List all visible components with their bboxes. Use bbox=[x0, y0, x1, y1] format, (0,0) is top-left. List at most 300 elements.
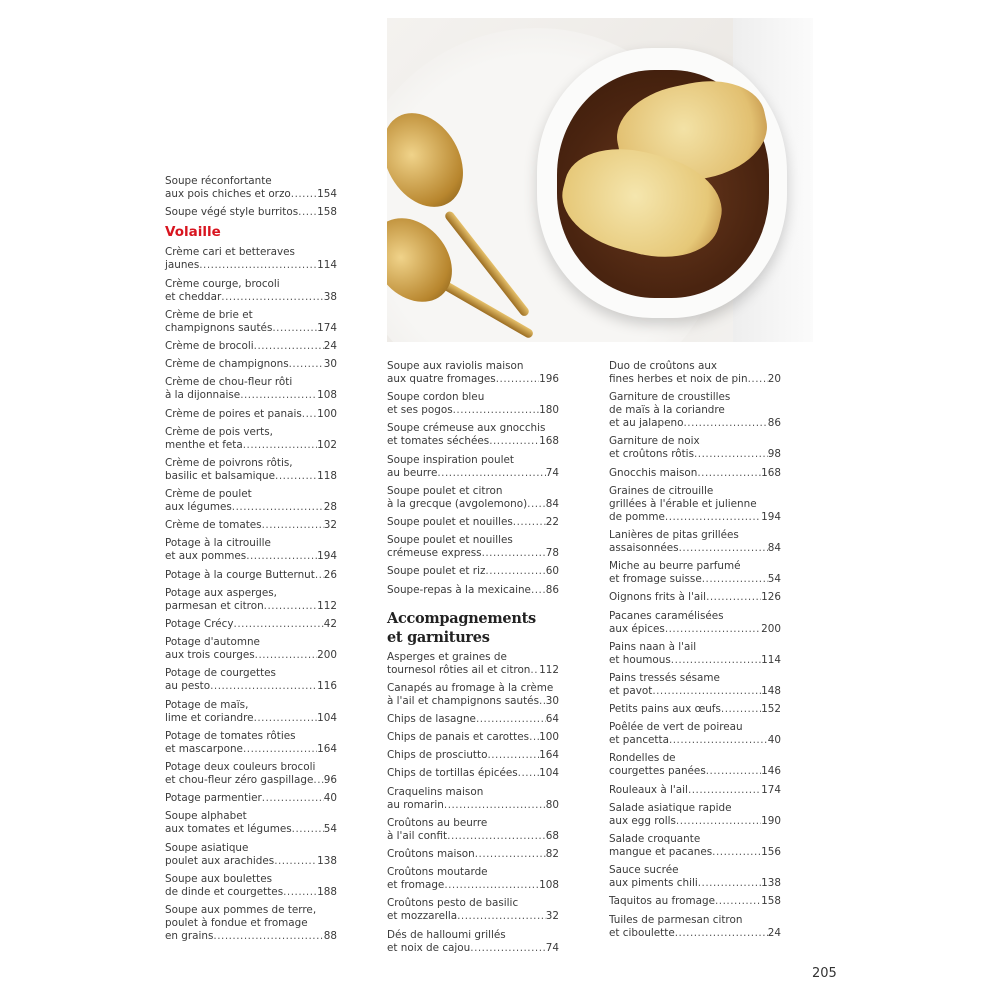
dot-leader bbox=[518, 767, 540, 780]
index-entry bbox=[165, 569, 337, 582]
page-ref: 100 bbox=[539, 731, 559, 744]
entry-title: Soupe poulet et riz bbox=[387, 565, 486, 578]
entry-title: Soupe végé style burritos bbox=[165, 206, 299, 219]
entry-title: Soupe-repas à la mexicaine bbox=[387, 583, 531, 596]
page-ref: 168 bbox=[761, 466, 781, 479]
page-ref: 168 bbox=[539, 435, 559, 448]
entry-title: parmesan et citron bbox=[165, 599, 264, 612]
entry-last-line bbox=[165, 774, 337, 787]
index-entry bbox=[165, 873, 337, 899]
index-entry bbox=[387, 767, 559, 780]
index-entry bbox=[387, 454, 559, 480]
entry-title: basilic et balsamique bbox=[165, 469, 276, 482]
dot-leader bbox=[453, 404, 540, 417]
dot-leader bbox=[234, 618, 324, 631]
entry-last-line bbox=[609, 623, 781, 636]
dot-leader bbox=[676, 815, 761, 828]
entry-title-line: Asperges et graines de bbox=[387, 650, 507, 663]
entry-title-line: Garniture de croustilles bbox=[609, 391, 731, 404]
index-entry bbox=[165, 309, 337, 335]
entry-last-line bbox=[387, 584, 559, 597]
entry-title: jaunes bbox=[165, 259, 200, 272]
index-entry bbox=[609, 391, 781, 430]
entry-title: Petits pains aux œufs bbox=[609, 703, 721, 716]
entry-last-line bbox=[609, 846, 781, 859]
entry-title: Chips de panais et carottes bbox=[387, 731, 530, 744]
page-ref: 32 bbox=[323, 519, 337, 532]
entry-last-line bbox=[387, 565, 559, 578]
page-ref: 74 bbox=[545, 941, 559, 954]
page-ref: 78 bbox=[545, 547, 559, 560]
index-entry bbox=[165, 667, 337, 693]
entry-last-line bbox=[387, 879, 559, 892]
dot-leader bbox=[264, 600, 317, 613]
page-ref: 118 bbox=[317, 469, 337, 482]
entry-title: et fromage bbox=[387, 879, 445, 892]
index-entry bbox=[165, 618, 337, 631]
dot-leader bbox=[243, 743, 317, 756]
entry-last-line bbox=[609, 927, 781, 940]
index-entry bbox=[387, 584, 559, 597]
entry-last-line bbox=[165, 618, 337, 631]
section-heading-accompagnements bbox=[387, 609, 559, 647]
entry-title: crémeuse express bbox=[387, 547, 482, 560]
entry-last-line bbox=[609, 877, 781, 890]
index-entry bbox=[165, 426, 337, 452]
entry-title: poulet aux arachides bbox=[165, 854, 275, 867]
entry-title: aux épices bbox=[609, 622, 665, 635]
page-ref: 188 bbox=[317, 885, 337, 898]
index-entry bbox=[387, 391, 559, 417]
page-ref: 60 bbox=[545, 565, 559, 578]
page-ref: 64 bbox=[545, 712, 559, 725]
entry-title-line: Rondelles de bbox=[609, 752, 676, 765]
entry-title: champignons sautés bbox=[165, 321, 273, 334]
index-entry bbox=[165, 730, 337, 756]
index-entry bbox=[387, 651, 559, 677]
entry-last-line bbox=[165, 886, 337, 899]
page-ref: 98 bbox=[767, 448, 781, 461]
index-entry bbox=[165, 761, 337, 787]
dot-leader bbox=[255, 649, 318, 662]
index-entry bbox=[609, 360, 781, 386]
entry-title: Potage parmentier bbox=[165, 792, 262, 805]
entry-title-line: Crème de pois verts, bbox=[165, 425, 273, 438]
entry-title: mangue et pacanes bbox=[609, 846, 713, 858]
page-ref: 158 bbox=[317, 206, 337, 219]
entry-title: et ciboulette bbox=[609, 926, 675, 939]
entry-title: aux egg rolls bbox=[609, 814, 676, 827]
entry-last-line bbox=[165, 358, 337, 371]
dot-leader bbox=[246, 550, 317, 563]
page-ref: 200 bbox=[317, 649, 337, 662]
entry-title: lime et coriandre bbox=[165, 711, 254, 724]
page-ref: 174 bbox=[317, 321, 337, 334]
page-ref: 114 bbox=[761, 653, 781, 666]
index-entry bbox=[387, 360, 559, 386]
entry-last-line bbox=[609, 591, 781, 604]
index-entry bbox=[165, 810, 337, 836]
entry-title: et aux pommes bbox=[165, 550, 247, 563]
index-entry bbox=[165, 587, 337, 613]
entry-title-line: Potage deux couleurs brocoli bbox=[165, 760, 316, 773]
dot-leader bbox=[291, 188, 317, 201]
entry-last-line bbox=[165, 340, 337, 353]
entry-last-line bbox=[387, 547, 559, 560]
entry-title: aux quatre fromages bbox=[387, 373, 496, 385]
dot-leader bbox=[529, 731, 539, 744]
dot-leader bbox=[487, 749, 539, 762]
dot-leader bbox=[665, 623, 761, 636]
entry-title-line: Croûtons pesto de basilic bbox=[387, 897, 519, 910]
index-entry bbox=[609, 467, 781, 480]
page-ref: 24 bbox=[767, 926, 781, 939]
entry-title: en grains bbox=[165, 929, 214, 942]
dot-leader bbox=[721, 703, 761, 716]
entry-title-line: Graines de citrouille bbox=[609, 484, 714, 497]
dot-leader bbox=[531, 584, 546, 597]
entry-title-line: Soupe cordon bleu bbox=[387, 391, 485, 404]
entry-last-line bbox=[609, 654, 781, 667]
page-ref: 146 bbox=[761, 765, 781, 778]
entry-title: Chips de lasagne bbox=[387, 712, 476, 725]
page-ref: 126 bbox=[761, 591, 781, 604]
entry-title: Crème de champignons bbox=[165, 358, 289, 371]
entry-last-line bbox=[165, 792, 337, 805]
entry-last-line bbox=[609, 703, 781, 716]
index-entry bbox=[165, 537, 337, 563]
entry-title-line: Salade asiatique rapide bbox=[609, 801, 732, 814]
page-ref: 38 bbox=[323, 290, 337, 303]
dot-leader bbox=[444, 799, 546, 812]
entry-last-line bbox=[609, 815, 781, 828]
index-entry bbox=[165, 488, 337, 514]
entry-last-line bbox=[387, 713, 559, 726]
entry-last-line bbox=[609, 542, 781, 555]
index-entry bbox=[387, 866, 559, 892]
entry-last-line bbox=[387, 848, 559, 861]
entry-last-line bbox=[609, 734, 781, 747]
dot-leader bbox=[688, 784, 761, 797]
entry-last-line bbox=[609, 685, 781, 698]
entry-title-line: Soupe poulet et citron bbox=[387, 484, 503, 497]
entry-last-line bbox=[609, 895, 781, 908]
entry-last-line bbox=[165, 322, 337, 335]
index-entry bbox=[165, 636, 337, 662]
entry-title-line: Garniture de noix bbox=[609, 435, 700, 448]
dot-leader bbox=[289, 358, 324, 371]
entry-title-line: Soupe réconfortante bbox=[165, 175, 272, 187]
dot-leader bbox=[292, 823, 324, 836]
page-ref: 22 bbox=[545, 515, 559, 528]
entry-title-line: Crème de poulet bbox=[165, 488, 252, 501]
page-ref: 20 bbox=[767, 373, 781, 385]
dot-leader bbox=[302, 408, 317, 421]
dot-leader bbox=[298, 206, 317, 219]
dot-leader bbox=[313, 774, 323, 787]
index-entry bbox=[387, 929, 559, 955]
dot-leader bbox=[476, 713, 546, 726]
entry-last-line bbox=[165, 389, 337, 402]
entry-last-line bbox=[165, 470, 337, 483]
entry-title-line: Potage aux asperges, bbox=[165, 586, 277, 599]
entry-title: et chou-fleur zéro gaspillage bbox=[165, 773, 314, 786]
index-entry bbox=[387, 534, 559, 560]
entry-title-line: Dés de halloumi grillés bbox=[387, 928, 506, 941]
index-entry bbox=[387, 786, 559, 812]
page-ref: 96 bbox=[323, 773, 337, 786]
entry-last-line bbox=[387, 467, 559, 480]
index-entry bbox=[387, 731, 559, 744]
entry-title: courgettes panées bbox=[609, 765, 706, 778]
index-entry bbox=[609, 529, 781, 555]
index-column-3 bbox=[609, 360, 781, 945]
entry-title-line: Salade croquante bbox=[609, 833, 701, 845]
entry-title: et houmous bbox=[609, 653, 671, 666]
entry-title-line: Craquelins maison bbox=[387, 785, 484, 798]
entry-title: Soupe poulet et nouilles bbox=[387, 515, 513, 528]
page-ref: 82 bbox=[545, 848, 559, 860]
entry-title: Crème de tomates bbox=[165, 519, 262, 532]
entry-title: de pomme bbox=[609, 510, 665, 523]
entry-title-line: Soupe asiatique bbox=[165, 841, 249, 854]
entry-title: et noix de cajou bbox=[387, 941, 471, 954]
entry-last-line bbox=[387, 830, 559, 843]
dot-leader bbox=[240, 389, 317, 402]
dot-leader bbox=[254, 712, 318, 725]
entry-last-line bbox=[165, 291, 337, 304]
entry-title: à l'ail confit bbox=[387, 829, 448, 842]
entry-last-line bbox=[165, 439, 337, 452]
dot-leader bbox=[706, 591, 761, 604]
entry-title: à la dijonnaise bbox=[165, 389, 241, 402]
entry-last-line bbox=[387, 373, 559, 386]
index-entry bbox=[609, 721, 781, 747]
entry-title-line: Potage de tomates rôties bbox=[165, 729, 296, 742]
dot-leader bbox=[254, 340, 324, 353]
dot-leader bbox=[437, 467, 545, 480]
page-ref: 158 bbox=[761, 895, 781, 908]
entry-title: et croûtons rôtis bbox=[609, 448, 694, 461]
index-entry bbox=[387, 565, 559, 578]
index-entry bbox=[609, 802, 781, 828]
entry-title: aux tomates et légumes bbox=[165, 823, 292, 836]
page-ref: 104 bbox=[539, 767, 559, 780]
index-entry bbox=[165, 340, 337, 353]
dot-leader bbox=[715, 895, 761, 908]
index-entry bbox=[609, 752, 781, 778]
entry-last-line bbox=[165, 550, 337, 563]
entry-last-line bbox=[609, 765, 781, 778]
page-ref: 40 bbox=[767, 734, 781, 747]
entry-title-line: Crème de brie et bbox=[165, 308, 253, 321]
page-ref: 30 bbox=[323, 358, 337, 371]
entry-title: et pavot bbox=[609, 684, 653, 697]
page-ref: 86 bbox=[767, 417, 781, 430]
index-entry bbox=[609, 914, 781, 940]
dot-leader bbox=[457, 910, 546, 923]
entry-last-line bbox=[165, 188, 337, 201]
dot-leader bbox=[470, 942, 546, 955]
entry-title: au pesto bbox=[165, 680, 211, 693]
dot-leader bbox=[748, 373, 768, 386]
index-entry bbox=[165, 842, 337, 868]
page-ref: 100 bbox=[317, 407, 337, 420]
dot-leader bbox=[712, 846, 761, 859]
entry-last-line bbox=[165, 519, 337, 532]
index-entry bbox=[165, 376, 337, 402]
entry-last-line bbox=[165, 259, 337, 272]
entry-title: au romarin bbox=[387, 798, 444, 811]
page-ref: 30 bbox=[545, 694, 559, 707]
dot-leader bbox=[697, 467, 761, 480]
dot-leader bbox=[527, 498, 546, 511]
index-entry bbox=[165, 175, 337, 201]
heading-line: Accompagnements bbox=[387, 609, 536, 627]
page-ref: 42 bbox=[323, 618, 337, 630]
entry-title: Rouleaux à l'ail bbox=[609, 783, 688, 796]
page-ref: 108 bbox=[317, 389, 337, 402]
entry-title-line: Pains tressés sésame bbox=[609, 671, 720, 684]
entry-title: et au jalapeno bbox=[609, 417, 684, 430]
entry-title-line: Soupe crémeuse aux gnocchis bbox=[387, 422, 546, 435]
entry-title-line: Croûtons moutarde bbox=[387, 866, 488, 879]
dot-leader bbox=[283, 886, 317, 899]
entry-last-line bbox=[165, 743, 337, 756]
dot-leader bbox=[694, 448, 768, 461]
entry-title-line: Crème cari et betteraves bbox=[165, 246, 295, 259]
entry-last-line bbox=[609, 448, 781, 461]
entry-title: et ses pogos bbox=[387, 404, 453, 417]
entry-last-line bbox=[165, 823, 337, 836]
dot-leader bbox=[210, 680, 317, 693]
entry-last-line bbox=[609, 511, 781, 524]
entry-title-line: Tuiles de parmesan citron bbox=[609, 913, 743, 926]
entry-title-line: Pains naan à l'ail bbox=[609, 640, 697, 653]
entry-title: Crème de brocoli bbox=[165, 339, 254, 352]
entry-last-line bbox=[165, 649, 337, 662]
index-column-2 bbox=[387, 360, 559, 960]
page-ref: 54 bbox=[767, 573, 781, 586]
dot-leader bbox=[262, 519, 324, 532]
entry-title-line: Soupe inspiration poulet bbox=[387, 453, 514, 466]
index-entry bbox=[165, 904, 337, 943]
entry-last-line bbox=[387, 942, 559, 955]
index-entry bbox=[387, 682, 559, 708]
page-ref: 86 bbox=[545, 583, 559, 596]
entry-title: Potage à la courge Butternut bbox=[165, 568, 315, 581]
index-entry bbox=[165, 699, 337, 725]
entry-last-line bbox=[387, 910, 559, 923]
entry-title: Gnocchis maison bbox=[609, 466, 698, 479]
index-entry bbox=[165, 792, 337, 805]
entry-last-line bbox=[387, 767, 559, 780]
entry-title: tournesol rôties ail et citron bbox=[387, 663, 531, 676]
entry-title-line: Croûtons au beurre bbox=[387, 816, 488, 829]
entry-title: aux trois courges bbox=[165, 649, 255, 662]
entry-title-line: Potage à la citrouille bbox=[165, 537, 271, 550]
entry-last-line bbox=[165, 600, 337, 613]
dot-leader bbox=[671, 654, 761, 667]
entry-last-line bbox=[387, 695, 559, 708]
page-ref: 54 bbox=[323, 823, 337, 836]
page-ref: 84 bbox=[767, 541, 781, 554]
dot-leader bbox=[669, 734, 768, 747]
entry-last-line bbox=[609, 784, 781, 797]
entry-title: à la grecque (avgolemono) bbox=[387, 497, 528, 510]
entry-last-line bbox=[165, 680, 337, 693]
entry-title: et tomates séchées bbox=[387, 435, 490, 448]
index-entry bbox=[387, 516, 559, 529]
entry-title-line: Canapés au fromage à la crème bbox=[387, 681, 554, 694]
entry-title: Taquitos au fromage bbox=[609, 895, 715, 908]
dot-leader bbox=[489, 435, 539, 448]
dot-leader bbox=[683, 417, 767, 430]
entry-title-line: Poêlée de vert de poireau bbox=[609, 721, 743, 734]
entry-title-line: Soupe alphabet bbox=[165, 810, 247, 823]
page-ref: 114 bbox=[317, 259, 337, 272]
index-entry bbox=[387, 848, 559, 861]
page-ref: 190 bbox=[761, 814, 781, 827]
page-ref: 164 bbox=[539, 749, 559, 762]
page-ref: 154 bbox=[317, 188, 337, 200]
page-ref: 112 bbox=[539, 663, 559, 676]
index-entry bbox=[165, 358, 337, 371]
entry-title-line: Soupe poulet et nouilles bbox=[387, 534, 513, 547]
entry-last-line bbox=[165, 712, 337, 725]
entry-title: et mozzarella bbox=[387, 910, 458, 923]
page-ref: 164 bbox=[317, 742, 337, 755]
entry-last-line bbox=[609, 417, 781, 430]
entry-title: Potage Crécy bbox=[165, 618, 234, 630]
page-ref: 156 bbox=[761, 846, 781, 858]
entry-title: et pancetta bbox=[609, 734, 669, 747]
dot-leader bbox=[698, 877, 761, 890]
entry-title-line: poulet à fondue et fromage bbox=[165, 916, 308, 929]
entry-last-line bbox=[165, 501, 337, 514]
page-ref: 104 bbox=[317, 711, 337, 724]
page-ref: 194 bbox=[317, 550, 337, 563]
dot-leader bbox=[679, 542, 768, 555]
entry-last-line bbox=[387, 749, 559, 762]
entry-title: fines herbes et noix de pin bbox=[609, 373, 748, 385]
dot-leader bbox=[475, 848, 546, 861]
index-entry bbox=[165, 519, 337, 532]
dot-leader bbox=[221, 291, 323, 304]
page-ref: 84 bbox=[545, 497, 559, 510]
entry-title: Croûtons maison bbox=[387, 848, 475, 860]
dot-leader bbox=[272, 322, 317, 335]
page-ref: 194 bbox=[761, 510, 781, 523]
entry-last-line bbox=[387, 498, 559, 511]
entry-title-line: Soupe aux boulettes bbox=[165, 872, 273, 885]
index-entry bbox=[165, 246, 337, 272]
dot-leader bbox=[199, 259, 317, 272]
index-entry bbox=[609, 864, 781, 890]
index-entry bbox=[609, 591, 781, 604]
index-entry bbox=[609, 610, 781, 636]
dot-leader bbox=[444, 879, 539, 892]
page-ref: 26 bbox=[323, 568, 337, 581]
index-entry bbox=[387, 749, 559, 762]
entry-last-line bbox=[387, 435, 559, 448]
entry-title-line: Crème de poivrons rôtis, bbox=[165, 456, 293, 469]
page-ref: 108 bbox=[539, 879, 559, 892]
entry-last-line bbox=[387, 731, 559, 744]
index-entry bbox=[387, 897, 559, 923]
page-ref: 148 bbox=[761, 684, 781, 697]
entry-last-line bbox=[165, 930, 337, 943]
